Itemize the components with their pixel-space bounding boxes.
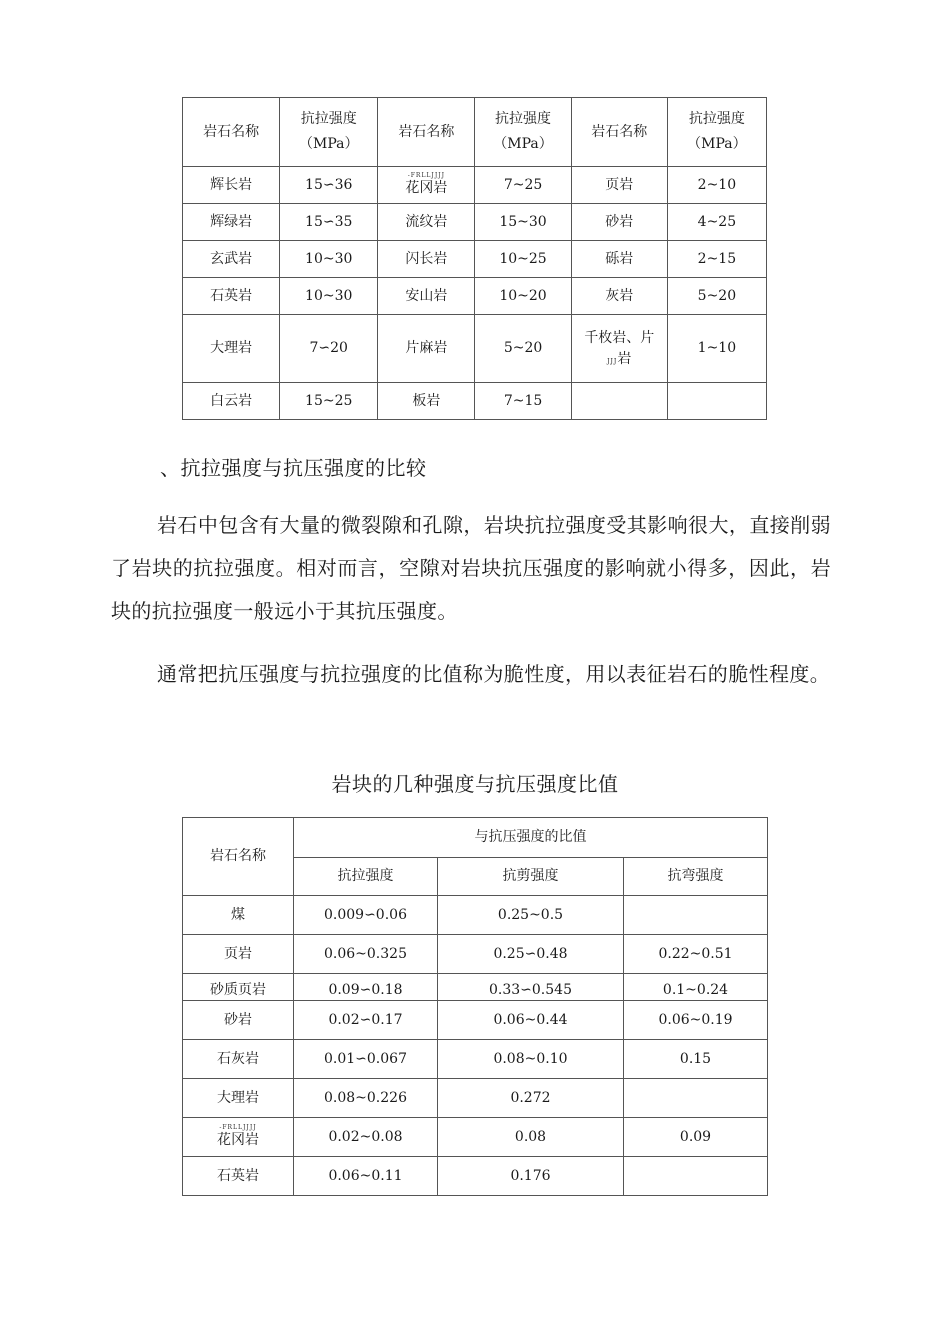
table-cell: 0.272 (438, 1079, 624, 1118)
scan-mark: -FRLLJJJJ (407, 171, 446, 179)
table-row (183, 278, 767, 315)
header-rock-name-1: 岩石名称 (183, 98, 280, 167)
table-cell: 0.08 (438, 1118, 624, 1157)
table-cell: 安山岩 (378, 278, 475, 315)
table-cell: 5~20 (667, 278, 766, 315)
table-row (183, 935, 768, 974)
table-cell: 15∽35 (280, 204, 378, 241)
table-cell: 煤 (183, 896, 294, 935)
header-tensile-strength-3: 抗拉强度 （MPa） (667, 98, 766, 167)
table-cell: 页岩 (183, 935, 294, 974)
table-row (183, 1040, 768, 1079)
table-cell: 15~25 (280, 383, 378, 420)
table-cell: 0.06~0.44 (438, 1001, 624, 1040)
table-cell: 0.1~0.24 (624, 974, 768, 1001)
table-cell: 玄武岩 (183, 241, 280, 278)
table-cell: 7~15 (475, 383, 571, 420)
body-paragraph: 岩石中包含有大量的微裂隙和孔隙，岩块抗拉强度受其影响很大，直接削弱了岩块的抗拉强度。相对而言，空隙对岩块抗压强度的影响就小得多，因此，岩块的抗拉强度一般远小于其抗压强度。 (111, 513, 831, 623)
table-cell: 0.009∽0.06 (294, 896, 438, 935)
table-cell: 流纹岩 (378, 204, 475, 241)
table-cell: 5~20 (475, 315, 571, 383)
table-cell: 0.176 (438, 1157, 624, 1196)
table-cell: 0.06~0.19 (624, 1001, 768, 1040)
header-tensile-strength-1: 抗拉强度 （MPa） (280, 98, 378, 167)
scan-mark: -FRLLJJJJ (219, 1123, 257, 1131)
scan-mark: JJJ (607, 357, 618, 365)
table-cell: 7∽20 (280, 315, 378, 383)
table-cell: 辉绿岩 (183, 204, 280, 241)
table-row (183, 1001, 768, 1040)
table-cell: 0.08~0.10 (438, 1040, 624, 1079)
table-cell: 0.02∽0.17 (294, 1001, 438, 1040)
table-row (183, 974, 768, 1001)
table-cell (624, 896, 768, 935)
table-caption: 岩块的几种强度与抗压强度比值 (331, 772, 619, 796)
table-cell: 板岩 (378, 383, 475, 420)
table-cell: 7~25 (475, 167, 571, 204)
table-cell: 0.01∽0.067 (294, 1040, 438, 1079)
table-cell: 0.08~0.226 (294, 1079, 438, 1118)
table-cell: 石灰岩 (183, 1040, 294, 1079)
table-cell: 石英岩 (183, 1157, 294, 1196)
header-tensile: 抗拉强度 (294, 858, 438, 896)
table-row (183, 315, 767, 383)
table-cell: 白云岩 (183, 383, 280, 420)
table-cell: 15∽36 (280, 167, 378, 204)
table-row (183, 896, 768, 935)
table-cell: 4~25 (667, 204, 766, 241)
table-cell: 闪长岩 (378, 241, 475, 278)
table-cell: 15~30 (475, 204, 571, 241)
body-paragraph: 通常把抗压强度与抗拉强度的比值称为脆性度，用以表征岩石的脆性程度。 (157, 662, 831, 686)
table-row (183, 1118, 768, 1157)
table-cell: 页岩 (571, 167, 667, 204)
table-cell: 砾岩 (571, 241, 667, 278)
table-cell: 10~20 (475, 278, 571, 315)
table-row (183, 204, 767, 241)
table-cell: 0.06~0.11 (294, 1157, 438, 1196)
table-cell: 0.02~0.08 (294, 1118, 438, 1157)
section-heading: 、抗拉强度与抗压强度的比较 (160, 456, 427, 480)
table-cell: -FRLLJJJJ 花冈岩 (378, 167, 475, 204)
table-row (183, 167, 767, 204)
table-cell: 大理岩 (183, 315, 280, 383)
header-rock-name: 岩石名称 (183, 818, 294, 896)
table-cell: 大理岩 (183, 1079, 294, 1118)
table-cell: 砂岩 (183, 1001, 294, 1040)
table-cell (667, 383, 766, 420)
table-cell: 0.09∽0.18 (294, 974, 438, 1001)
table-cell: 石英岩 (183, 278, 280, 315)
table-cell: 砂质页岩 (183, 974, 294, 1001)
table-cell: 0.15 (624, 1040, 768, 1079)
table-cell: 辉长岩 (183, 167, 280, 204)
table-cell: 片麻岩 (378, 315, 475, 383)
table-cell: 0.25∽0.48 (438, 935, 624, 974)
table-row (183, 383, 767, 420)
table-cell: -FRLLJJJJ 花冈岩 (183, 1118, 294, 1157)
table-cell: 2~15 (667, 241, 766, 278)
table-cell: 10~30 (280, 241, 378, 278)
table-row (183, 1157, 768, 1196)
strength-ratio-table (182, 817, 768, 1196)
table-cell (571, 383, 667, 420)
table-row (183, 241, 767, 278)
header-ratio-group: 与抗压强度的比值 (294, 818, 768, 858)
header-rock-name-3: 岩石名称 (571, 98, 667, 167)
table-cell (624, 1157, 768, 1196)
table-cell: 0.09 (624, 1118, 768, 1157)
table-cell: 2~10 (667, 167, 766, 204)
table-cell: 1~10 (667, 315, 766, 383)
table-cell (624, 1079, 768, 1118)
header-tensile-strength-2: 抗拉强度 （MPa） (475, 98, 571, 167)
header-shear: 抗剪强度 (438, 858, 624, 896)
table-cell: 0.06~0.325 (294, 935, 438, 974)
table-cell: 砂岩 (571, 204, 667, 241)
table-cell: 灰岩 (571, 278, 667, 315)
header-bending: 抗弯强度 (624, 858, 768, 896)
table-cell: 0.25~0.5 (438, 896, 624, 935)
table-cell: 10~25 (475, 241, 571, 278)
tensile-strength-table (182, 97, 767, 420)
table-row (183, 1079, 768, 1118)
header-rock-name-2: 岩石名称 (378, 98, 475, 167)
table-cell: 0.22~0.51 (624, 935, 768, 974)
table-cell: 千枚岩、片 JJJ岩 (571, 315, 667, 383)
table-cell: 0.33∽0.545 (438, 974, 624, 1001)
table-cell: 10~30 (280, 278, 378, 315)
